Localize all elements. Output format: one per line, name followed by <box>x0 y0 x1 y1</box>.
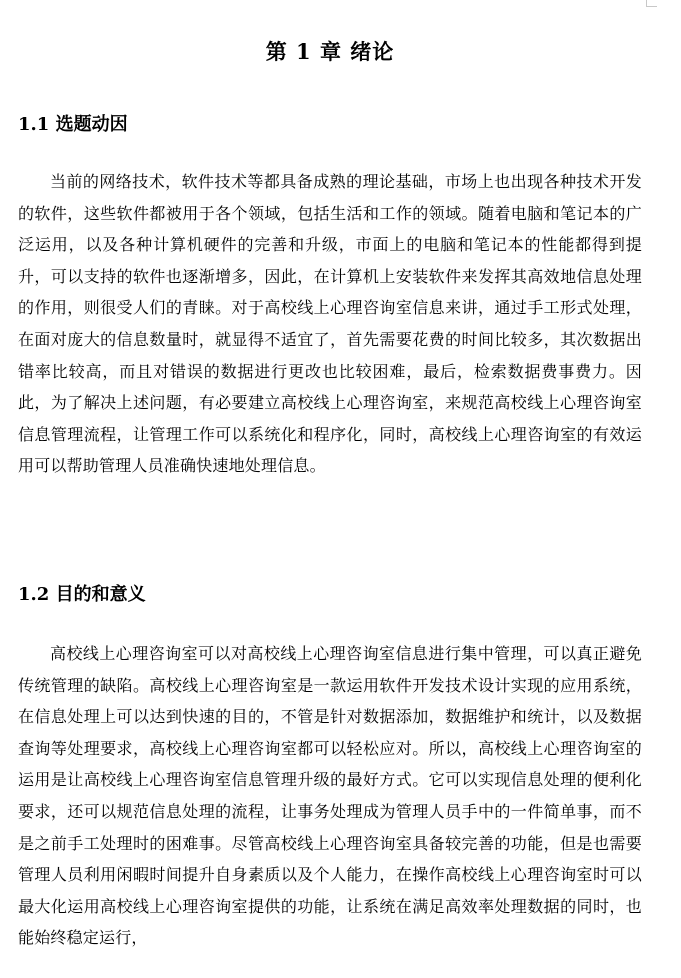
page-corner-mark <box>646 0 657 7</box>
section-paragraph-1-2: 高校线上心理咨询室可以对高校线上心理咨询室信息进行集中管理，可以真正避免传统管理的缺陷。高校线上心理咨询室是一款运用软件开发技术设计实现的应用系统，在信息处理上可以达到快速的目的，不管是针对数据添加，数据维护和统计，以及数据查询等处理要求，高校线上心理咨询室都可以轻松应对。所以，高校线上心理咨询室的运用是让高校线上心理咨询室信息管理升级的最好方式。它可以实现信息处理的便利化要求，还可以规范信息处理的流程，让事务处理成为管理人员手中的一件简单事，而不是之前手工处理时的困难事。尽管高校线上心理咨询室具备较完善的功能，但是也需要管理人员利用闲暇时间提升自身素质以及个人能力，在操作高校线上心理咨询室时可以最大化运用高校线上心理咨询室提供的功能，让系统在满足高效率处理数据的同时，也能始终稳定运行， <box>18 644 642 948</box>
section-heading-1-2: 1.2 目的和意义 <box>18 584 146 605</box>
chapter-title: 第 1 章 绪论 <box>265 39 395 64</box>
section-heading-1-1: 1.1 选题动因 <box>18 114 128 135</box>
section-paragraph-1-1: 当前的网络技术，软件技术等都具备成熟的理论基础，市场上也出现各种技术开发的软件，这些软件都被用于各个领域，包括生活和工作的领域。随着电脑和笔记本的广泛运用，以及各种计算机硬件的完善和升级，市面上的电脑和笔记本的性能都得到提升，可以支持的软件也逐渐增多，因此，在计算机上安装软件来发挥其高效地信息处理的作用，则很受人们的青睐。对于高校线上心理咨询室信息来讲，通过手工形式处理，在面对庞大的信息数量时，就显得不适宜了，首先需要花费的时间比较多，其次数据出错率比较高，而且对错误的数据进行更改也比较困难，最后，检索数据费事费力。因此，为了解决上述问题，有必要建立高校线上心理咨询室，来规范高校线上心理咨询室信息管理流程，让管理工作可以系统化和程序化，同时，高校线上心理咨询室的有效运用可以帮助管理人员准确快速地处理信息。 <box>18 172 642 476</box>
